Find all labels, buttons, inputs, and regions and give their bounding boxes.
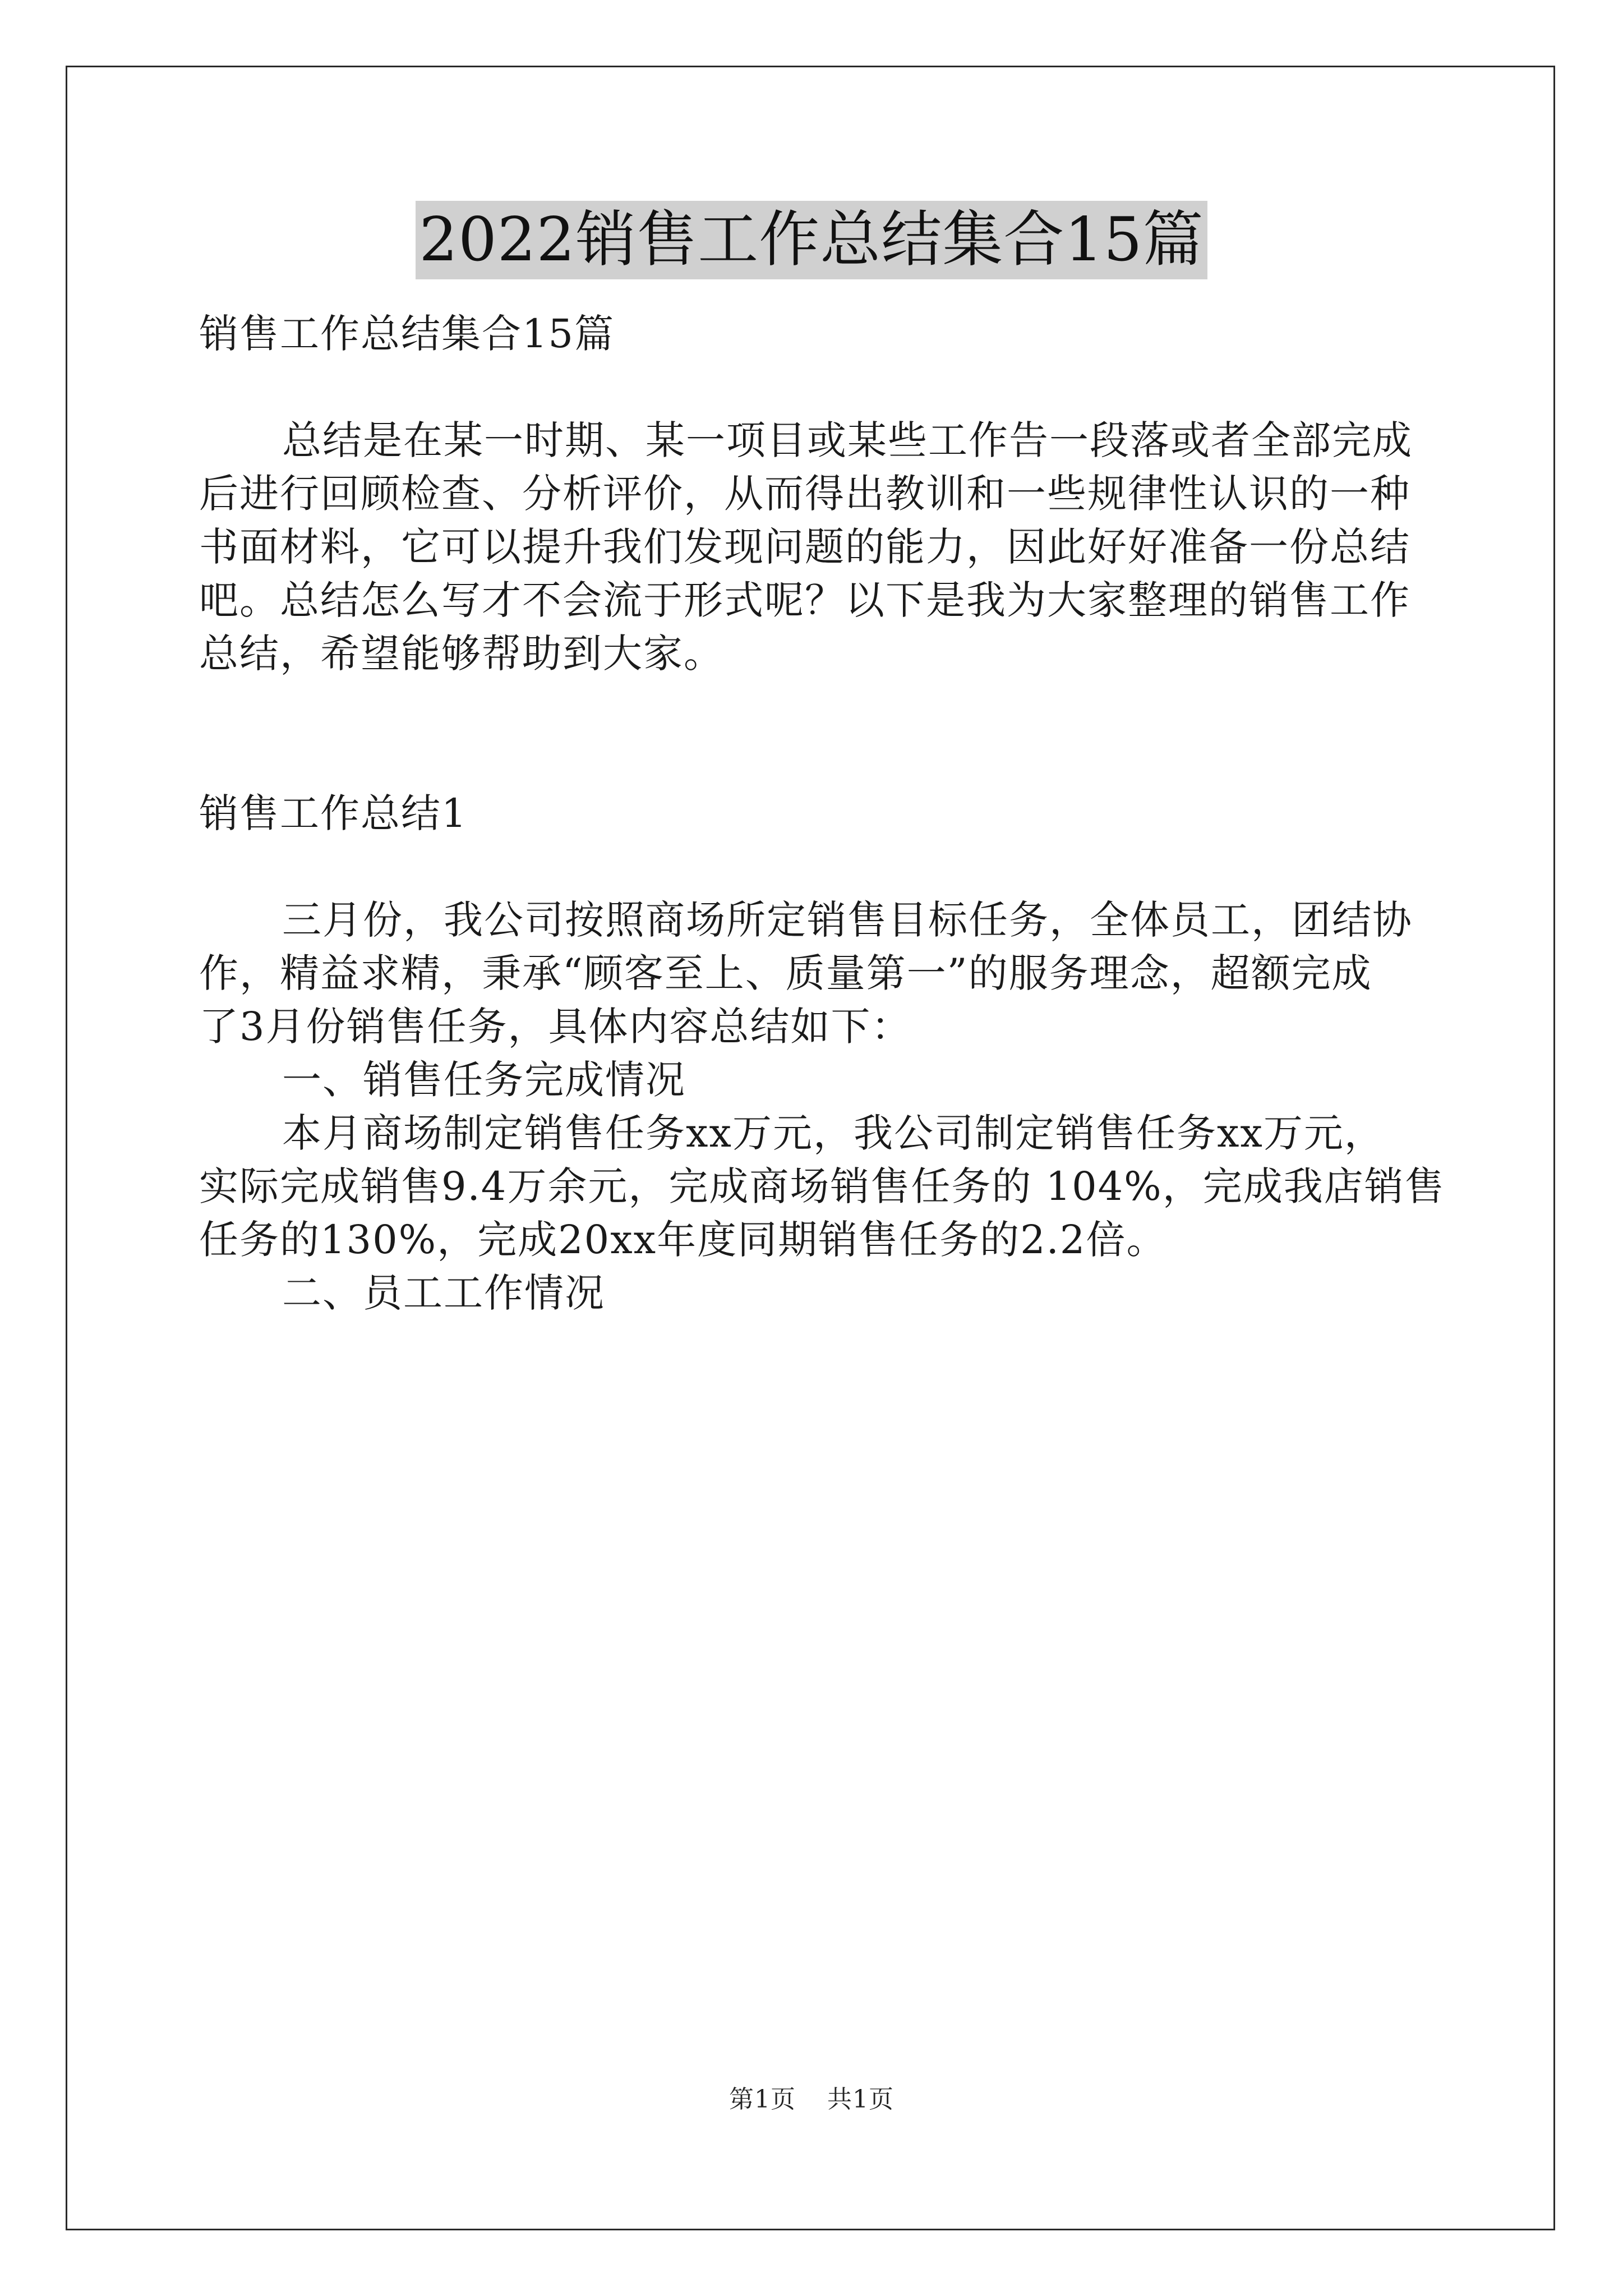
subheading-sales-task: 一、销售任务完成情况 — [282, 1057, 686, 1103]
intro-line: 总结，希望能够帮助到大家。 — [199, 631, 724, 677]
intro-line: 后进行回顾检查、分析评价，从而得出教训和一些规律性认识的一种 — [199, 471, 1410, 517]
title-container — [0, 201, 1623, 279]
document-body — [199, 307, 1445, 1320]
page-number: 第1页 — [729, 2085, 796, 2114]
paragraph-line: 任务的130%，完成20xx年度同期销售任务的2.2倍。 — [199, 1217, 1167, 1263]
spacer — [199, 680, 1427, 734]
document-subtitle: 销售工作总结集合15篇 — [199, 311, 615, 357]
intro-line: 吧。总结怎么写才不会流于形式呢？以下是我为大家整理的销售工作 — [199, 577, 1410, 623]
intro-line: 书面材料，它可以提升我们发现问题的能力，因此好好准备一份总结 — [199, 524, 1410, 570]
document-title: 2022销售工作总结集合15篇 — [416, 201, 1207, 279]
subheading-staff-work: 二、员工工作情况 — [282, 1270, 605, 1316]
section-heading: 销售工作总结1 — [199, 790, 468, 836]
paragraph-line: 实际完成销售9.4万余元，完成商场销售任务的 104%，完成我店销售 — [199, 1163, 1445, 1209]
paragraph-line: 了3月份销售任务，具体内容总结如下： — [199, 1004, 912, 1050]
spacer — [199, 734, 1427, 787]
paragraph-line: 三月份，我公司按照商场所定销售目标任务，全体员工，团结协 — [282, 897, 1413, 943]
paragraph-line: 作，精益求精，秉承“顾客至上、质量第一”的服务理念，超额完成 — [199, 950, 1372, 996]
spacer — [199, 840, 1427, 894]
intro-line: 总结是在某一时期、某一项目或某些工作告一段落或者全部完成 — [282, 417, 1413, 463]
spacer — [199, 361, 1427, 414]
paragraph-line: 本月商场制定销售任务xx万元，我公司制定销售任务xx万元， — [282, 1110, 1385, 1156]
total-pages: 共1页 — [827, 2085, 894, 2114]
page-footer — [0, 2083, 1623, 2116]
